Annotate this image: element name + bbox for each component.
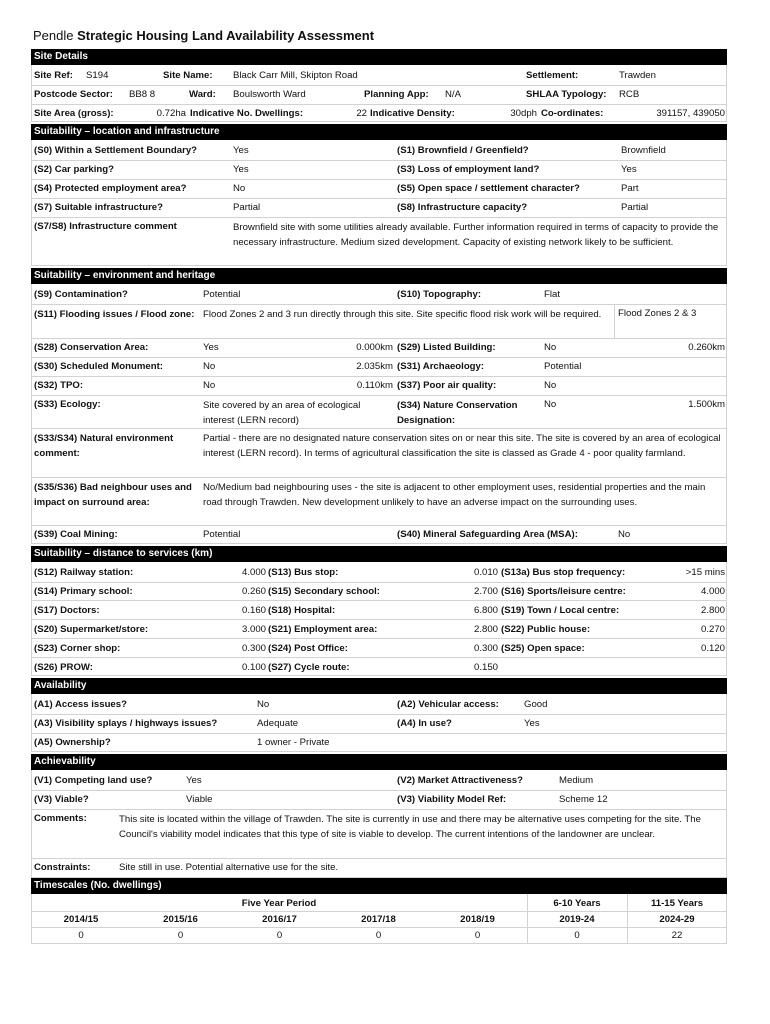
- site-ref: S194: [86, 70, 109, 81]
- typology: RCB: [619, 89, 640, 100]
- a1-label: (A1) Access issues?: [34, 699, 127, 710]
- s5-label: (S5) Open space / settlement character?: [397, 183, 580, 194]
- s22-value: 0.270: [700, 624, 725, 635]
- a2-value: Good: [524, 699, 548, 710]
- s39-label: (S39) Coal Mining:: [34, 529, 118, 540]
- s13a-value: >15 mins: [685, 567, 725, 578]
- s11-zone: Flood Zones 2 & 3: [618, 308, 697, 319]
- s2-label: (S2) Car parking?: [34, 164, 114, 175]
- s0-value: Yes: [233, 145, 249, 156]
- s10-label: (S10) Topography:: [397, 289, 482, 300]
- s27-value: 0.150: [473, 662, 498, 673]
- a2-label: (A2) Vehicular access:: [397, 699, 499, 710]
- s12-value: 4.000: [241, 567, 266, 578]
- density: 30dph: [510, 108, 537, 119]
- v2-label: (V2) Market Attractiveness?: [397, 775, 524, 786]
- bad-neighbour-comment: No/Medium bad neighbouring uses - the site is adjacent to other employment uses, residential properties and the main road through Trawden. New development unlikely to have an adverse impact on the surrounding uses.: [203, 482, 706, 508]
- planning-app-label: Planning App:: [364, 89, 429, 100]
- planning-app: N/A: [445, 89, 461, 100]
- s21-label: (S21) Employment area:: [268, 624, 378, 635]
- s33-label: (S33) Ecology:: [34, 399, 101, 410]
- s34-label: (S34) Nature Conservation Designation:: [397, 400, 518, 426]
- s9-label: (S9) Contamination?: [34, 289, 128, 300]
- s20-label: (S20) Supermarket/store:: [34, 624, 149, 635]
- v1-label: (V1) Competing land use?: [34, 775, 153, 786]
- s5-value: Part: [621, 183, 639, 194]
- title-prefix: Pendle: [33, 28, 74, 43]
- a4-label: (A4) In use?: [397, 718, 452, 729]
- s14-label: (S14) Primary school:: [34, 586, 133, 597]
- s10-value: Flat: [544, 289, 560, 300]
- s39-value: Potential: [203, 529, 241, 540]
- s25-value: 0.120: [700, 643, 725, 654]
- s8-label: (S8) Infrastructure capacity?: [397, 202, 528, 213]
- site-name: Black Carr Mill, Skipton Road: [233, 70, 358, 81]
- timescale-value: 0: [375, 930, 382, 941]
- settlement-label: Settlement:: [526, 70, 579, 81]
- s8-value: Partial: [621, 202, 649, 213]
- v3-model-ref: Scheme 12: [559, 794, 608, 805]
- s17-label: (S17) Doctors:: [34, 605, 100, 616]
- s0-label: (S0) Within a Settlement Boundary?: [34, 145, 198, 156]
- s27-label: (S27) Cycle route:: [268, 662, 350, 673]
- s15-value: 2.700: [473, 586, 498, 597]
- s28-distance: 0.000km: [356, 342, 393, 353]
- s40-label: (S40) Mineral Safeguarding Area (MSA):: [397, 529, 578, 540]
- s40-value: No: [618, 529, 631, 540]
- s29-label: (S29) Listed Building:: [397, 342, 496, 353]
- s19-value: 2.800: [700, 605, 725, 616]
- s26-value: 0.100: [241, 662, 266, 673]
- timescale-group-five-year: Five Year Period: [241, 898, 317, 909]
- v3-value: Viable: [186, 794, 213, 805]
- s15-label: (S15) Secondary school:: [268, 586, 380, 597]
- timescale-value: 0: [574, 930, 580, 941]
- page-title: [33, 28, 374, 46]
- typology-label: SHLAA Typology:: [526, 89, 607, 100]
- s20-value: 3.000: [241, 624, 266, 635]
- timescale-value: 0: [78, 930, 84, 941]
- section-environment: Suitability – environment and heritage: [31, 268, 727, 284]
- site-area: 0.72ha: [156, 108, 186, 119]
- a3-label: (A3) Visibility splays / highways issues?: [34, 718, 218, 729]
- s14-value: 0.260: [241, 586, 266, 597]
- s7-label: (S7) Suitable infrastructure?: [34, 202, 164, 213]
- s33-value: Site covered by an area of ecological interest (LERN record): [203, 400, 361, 426]
- natural-environment-label: (S33/S34) Natural environment comment:: [34, 433, 174, 459]
- s26-label: (S26) PROW:: [34, 662, 93, 673]
- a5-label: (A5) Ownership?: [34, 737, 111, 748]
- s24-label: (S24) Post Office:: [268, 643, 348, 654]
- section-distance: Suitability – distance to services (km): [31, 546, 727, 562]
- s22-label: (S22) Public house:: [501, 624, 591, 635]
- postcode: BB8 8: [129, 89, 156, 100]
- timescale-year: 2019-24: [559, 914, 595, 925]
- s18-label: (S18) Hospital:: [268, 605, 336, 616]
- ward-label: Ward:: [189, 89, 216, 100]
- s28-label: (S28) Conservation Area:: [34, 342, 149, 353]
- s16-value: 4.000: [700, 586, 725, 597]
- s32-label: (S32) TPO:: [34, 380, 84, 391]
- s24-value: 0.300: [473, 643, 498, 654]
- section-location: Suitability – location and infrastructure: [31, 124, 727, 140]
- s13a-label: (S13a) Bus stop frequency:: [501, 567, 626, 578]
- site-ref-label: Site Ref:: [34, 70, 73, 81]
- s31-label: (S31) Archaeology:: [397, 361, 485, 372]
- comments-label: Comments:: [34, 813, 87, 824]
- s3-value: Yes: [621, 164, 637, 175]
- s28-value: Yes: [203, 342, 219, 353]
- s11-value: Flood Zones 2 and 3 run directly through this site. Site specific flood risk work will be required.: [203, 309, 602, 320]
- timescale-value: 0: [177, 930, 184, 941]
- s32-value: No: [203, 380, 216, 391]
- s11-label: (S11) Flooding issues / Flood zone:: [34, 309, 195, 320]
- comments: This site is located within the village of Trawden. The site is currently in use and there may be alternative uses competing for the site. The Council's viability model indicates that this type of site is viable to develop. The current intentions of the landowner are unclear.: [119, 814, 701, 840]
- v3-model-ref-label: (V3) Viability Model Ref:: [397, 794, 507, 805]
- a1-value: No: [257, 699, 270, 710]
- infrastructure-comment: Brownfield site with some utilities already available. Further information required in terms of capacity to provide the necessary infrastructure. Medium sized development. Capacity of existing network likely to be sufficient.: [233, 222, 719, 248]
- coordinates-label: Co-ordinates:: [541, 108, 604, 119]
- postcode-label: Postcode Sector:: [34, 89, 113, 100]
- constraints-label: Constraints:: [34, 862, 91, 873]
- timescale-year: 2015/16: [163, 914, 198, 925]
- density-label: Indicative Density:: [370, 108, 455, 119]
- section-achievability: Achievability: [31, 754, 727, 770]
- timescale-value: 0: [474, 930, 481, 941]
- s16-label: (S16) Sports/leisure centre:: [501, 586, 626, 597]
- s9-value: Potential: [203, 289, 241, 300]
- ward: Boulsworth Ward: [233, 89, 306, 100]
- timescale-year: 2014/15: [63, 914, 99, 925]
- infrastructure-comment-label: (S7/S8) Infrastructure comment: [34, 221, 177, 232]
- s32-distance: 0.110km: [356, 380, 393, 391]
- settlement: Trawden: [619, 70, 656, 81]
- s31-value: Potential: [544, 361, 582, 372]
- s4-value: No: [233, 183, 246, 194]
- s19-label: (S19) Town / Local centre:: [501, 605, 620, 616]
- s30-value: No: [203, 361, 216, 372]
- s23-label: (S23) Corner shop:: [34, 643, 121, 654]
- timescale-value: 0: [276, 930, 283, 941]
- timescale-year: 2018/19: [460, 914, 495, 925]
- a3-value: Adequate: [257, 718, 299, 729]
- s30-distance: 2.035km: [356, 361, 393, 372]
- s13-value: 0.010: [473, 567, 498, 578]
- timescale-year: 2016/17: [262, 914, 297, 925]
- s2-value: Yes: [233, 164, 249, 175]
- dwellings: 22: [356, 108, 367, 119]
- section-timescales: Timescales (No. dwellings): [31, 878, 727, 894]
- timescale-year: 2024-29: [659, 914, 695, 925]
- site-name-label: Site Name:: [163, 70, 213, 81]
- s34-distance: 1.500km: [688, 399, 725, 410]
- timescale-group-11-15: 11-15 Years: [650, 898, 704, 909]
- s7-value: Partial: [233, 202, 261, 213]
- s34-value: No: [544, 399, 557, 410]
- s29-value: No: [544, 342, 557, 353]
- coordinates: 391157, 439050: [656, 108, 725, 119]
- section-site-details: Site Details: [31, 49, 727, 65]
- constraints: Site still in use. Potential alternative use for the site.: [119, 862, 339, 873]
- s12-label: (S12) Railway station:: [34, 567, 134, 578]
- v1-value: Yes: [186, 775, 202, 786]
- s37-label: (S37) Poor air quality:: [397, 380, 497, 391]
- s4-label: (S4) Protected employment area?: [34, 183, 187, 194]
- timescale-value: 22: [671, 930, 683, 941]
- v3-label: (V3) Viable?: [34, 794, 89, 805]
- s1-value: Brownfield: [621, 145, 666, 156]
- s30-label: (S30) Scheduled Monument:: [34, 361, 163, 372]
- s25-label: (S25) Open space:: [501, 643, 585, 654]
- dwellings-label: Indicative No. Dwellings:: [190, 108, 304, 119]
- s18-value: 6.800: [473, 605, 498, 616]
- site-area-label: Site Area (gross):: [34, 108, 114, 119]
- timescale-group-6-10: 6-10 Years: [553, 898, 601, 909]
- timescale-year: 2017/18: [361, 914, 396, 925]
- bad-neighbour-label: (S35/S36) Bad neighbour uses and impact on surround area:: [34, 482, 192, 508]
- a4-value: Yes: [524, 718, 540, 729]
- s1-label: (S1) Brownfield / Greenfield?: [397, 145, 529, 156]
- v2-value: Medium: [559, 775, 594, 786]
- s23-value: 0.300: [241, 643, 266, 654]
- title-main: Strategic Housing Land Availability Assessment: [77, 28, 375, 43]
- s21-value: 2.800: [473, 624, 498, 635]
- natural-environment-comment: Partial - there are no designated nature conservation sites on or near this site. The site is covered by an area of ecological interest (LERN record). In terms of agricultural classification the site is classed as Grade 4 - poor quality farmland.: [203, 433, 721, 459]
- section-availability: Availability: [31, 678, 727, 694]
- s17-value: 0.160: [241, 605, 266, 616]
- s3-label: (S3) Loss of employment land?: [397, 164, 540, 175]
- s37-value: No: [544, 380, 557, 391]
- a5-value: 1 owner - Private: [257, 737, 330, 748]
- s13-label: (S13) Bus stop:: [268, 567, 339, 578]
- s29-distance: 0.260km: [688, 342, 725, 353]
